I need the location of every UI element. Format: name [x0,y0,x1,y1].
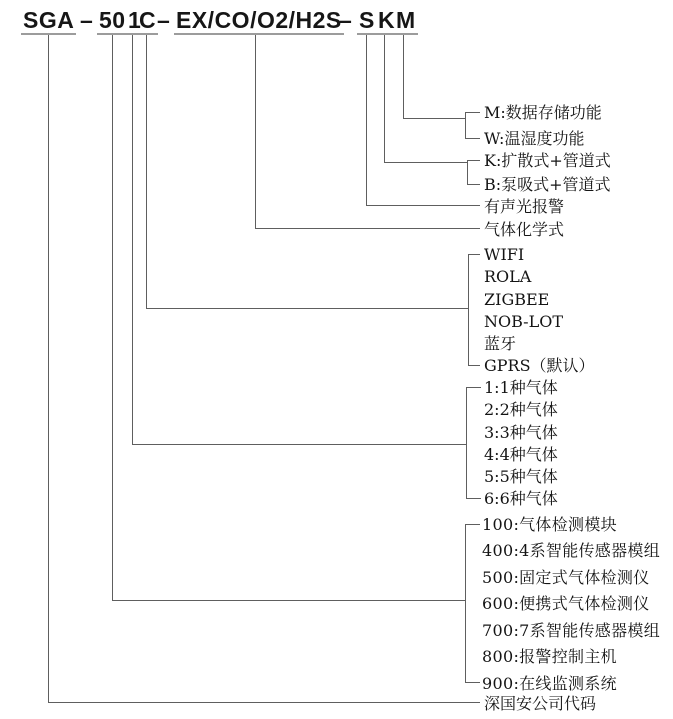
code-dash-1: – [80,7,94,33]
label-gas-6: 6:6种气体 [484,489,558,508]
connector-entry-sampling [384,162,467,163]
label-series-800: 800:报警控制主机 [482,647,617,666]
bracket-series-tick-top [465,524,480,525]
label-series-500: 500:固定式气体检测仪 [482,568,650,587]
label-comm-zigbee: ZIGBEE [484,290,550,309]
bracket-communication-tick-top [468,254,480,255]
bracket-series-tick-bottom [465,682,480,683]
bracket-gas-count-tick-bottom [466,498,481,499]
label-series-600: 600:便携式气体检测仪 [482,594,650,613]
connector-drop-s [366,35,367,206]
bracket-storage-tick-top [465,112,480,113]
label-gas-1: 1:1种气体 [484,378,558,397]
label-series-100: 100:气体检测模块 [482,515,617,534]
label-series-700: 700:7系智能传感器模组 [482,621,661,640]
label-comm-noblot: NOB-LOT [484,312,563,331]
bracket-series-spine [465,524,466,683]
label-comm-gprs: GPRS（默认） [484,356,595,375]
label-company-code: 深国安公司代码 [484,694,597,713]
label-comm-bluetooth: 蓝牙 [484,334,517,353]
connector-drop-k [384,35,385,163]
bracket-communication-spine [468,254,469,366]
code-dash-3: – [339,7,353,33]
code-segment-k: K [378,7,396,33]
bracket-storage-tick-bottom [465,138,480,139]
bracket-gas-count-tick-top [466,387,481,388]
label-sampling-b: B:泵吸式+管道式 [484,175,611,194]
code-segment-m: M [396,7,416,33]
label-series-400: 400:4系智能传感器模组 [482,541,661,560]
connector-drop-sga [48,35,49,703]
connector-entry-company [48,702,480,703]
code-segment-ex: EX/CO/O2/H2S [176,7,342,33]
connector-entry-series [112,600,465,601]
label-alarm: 有声光报警 [484,197,565,216]
connector-drop-50 [112,35,113,601]
code-segment-50: 50 [99,7,126,33]
label-gas-3: 3:3种气体 [484,423,558,442]
label-storage-m: M:数据存储功能 [484,103,602,122]
label-comm-wifi: WIFI [484,245,525,264]
label-gas-5: 5:5种气体 [484,467,558,486]
label-series-900: 900:在线监测系统 [482,674,617,693]
bracket-sampling-tick-bottom [467,184,480,185]
connector-entry-gas-count [132,444,466,445]
connector-drop-ex [255,35,256,229]
connector-entry-chemical [255,228,480,229]
label-chemical: 气体化学式 [484,220,565,239]
code-segment-c: C [139,7,157,33]
bracket-gas-count-spine [466,387,467,499]
label-gas-2: 2:2种气体 [484,400,558,419]
connector-entry-communication [146,308,468,309]
connector-drop-c [146,35,147,309]
bracket-sampling-spine [467,160,468,185]
bracket-storage-spine [465,112,466,139]
connector-drop-1 [132,35,133,445]
code-dash-2: – [157,7,171,33]
code-segment-s: S [359,7,375,33]
label-gas-4: 4:4种气体 [484,445,558,464]
label-sampling-k: K:扩散式+管道式 [484,151,611,170]
bracket-sampling-tick-top [467,160,480,161]
bracket-communication-tick-bottom [468,365,480,366]
connector-drop-m [403,35,404,119]
code-segment-sga: SGA [23,7,75,33]
label-comm-rola: ROLA [484,267,532,286]
code-segment-1: 1 [128,7,142,33]
label-storage-w: W:温湿度功能 [484,129,585,148]
connector-entry-storage [403,118,465,119]
connector-entry-alarm [366,205,480,206]
